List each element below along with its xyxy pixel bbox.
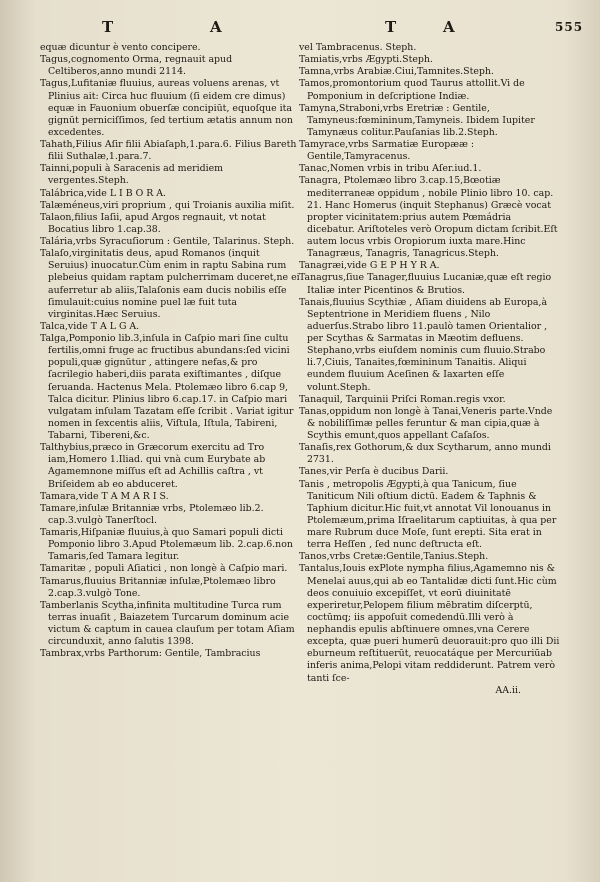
entry: Tanos,vrbs Cretæ:Gentile,Tanius.Steph.: [299, 551, 489, 563]
entry: Tamara,vide T A M A R I S.: [40, 490, 169, 502]
entry: Tamarus,fluuius Britanniæ inſulæ,Ptolemæo libro 2.cap.3.vulgò Tone.: [40, 575, 276, 599]
entry: Tanes,vir Perſa è ducibus Darii.: [299, 466, 449, 478]
entry: equæ dicuntur è vento concipere.: [40, 42, 201, 53]
entry: Tanis , metropolis Ægypti,à qua Tanicum, ſiue Taniticum Nili oſtium dictū. Eadem & Taphnis & Taphium dicitur.Hic fuit,vt annotat Vil lonouanus in Ptolemæum,prima Iſraelitarum captiuitas, à qua per mare Rubrum duce Moſe, ſunt erepti. Sita erat in terra Heſſen , ſed nunc deſtructa eſt.: [299, 478, 557, 551]
right-column: [299, 42, 561, 697]
entry: Talthybius,præco in Græcorum exercitu ad Tro iam,Homero 1.Iliad. qui vnà cum Eurybate ab Agamemnone miſſus eſt ad Achillis caſtra , vt Briſeidem ab eo abduceret.: [40, 442, 266, 490]
entry: Tagus,Lufitaniæ fluuius, aureas voluens arenas, vt Plinius ait: Circa huc fluuium (ſi eidem cre dimus) equæ in Fauonium obuerſæ concipiūt, equoſque ita gignūt perniciſſimos, ſed tertium ætatis annum non excedentes.: [40, 78, 293, 138]
entry: Tanaquil, Tarquinii Priſci Roman.regis vxor.: [299, 393, 506, 405]
entry: Talaſo,virginitatis deus, apud Romanos (inquit Seruius) inuocatur.Cùm enim in raptu Sabina rum plebeius quidam raptam pulcherrimam duceret,ne ei auferretur ab aliis,Talaſonis eam ducis nobilis eſſe ſimulauit:cuius nomine puel læ fuit tuta virginitas.Hæc Seruius.: [40, 248, 300, 320]
entry: Tanagrus,ſiue Tanager,fluuius Lucaniæ,quæ eſt regio Italiæ inter Picentinos & Brutios.: [299, 272, 552, 296]
header-letter-right-2: A: [443, 18, 456, 36]
entry: Tamberlanis Scytha,infinita multitudine Turca rum terras inuaſit , Baiazetem Turcarum dominum acie victum & captum in cauea clauſum per totam Aſiam circunduxit, anno ſalutis 1398.: [40, 599, 295, 648]
entry: Tahath,Filius Aſir filii Abiaſaph,1.para.6. Filius Bareth filii Suthalæ,1.para.7.: [40, 139, 297, 163]
entry: Tamaris,Hiſpaniæ fluuius,à quo Samari populi dicti Pomponio libro 3.Apud Ptolemæum lib. 2.cap.6.non Tamaris,ſed Tamara legitur.: [40, 527, 293, 563]
entry: Talábrica,vide L I B O R A.: [40, 187, 167, 199]
page-number: 555: [555, 20, 584, 34]
entry: Tamna,vrbs Arabiæ.Ciui,Tamnites.Steph.: [299, 66, 494, 78]
entry: Tanagra, Ptolemæo libro 3.cap.15,Bœotiæ mediterraneæ oppidum , nobile Plinio libro 10. cap. 21. Hanc Homerus (inquit Stephanus) Græcè vocat propter vicinitatem:prius autem Pœmádria dicebatur. Ariſtoteles verò Oropum dictam ſcribit.Eſt autem locus vrbis Oropiorum iuxta mare.Hinc Tanagræus, Tanagris, Tanagricus.Steph.: [299, 175, 558, 260]
entry: Tamyrace,vrbs Sarmatiæ Europææ : Gentile,Tamyracenus.: [299, 139, 475, 163]
entry: Tanas,oppidum non longè à Tanai,Veneris parte.Vnde & nobiliſſimæ pelles feruntur & man cipia,quæ à Scythis emunt,quos appellant Caſaſos.: [299, 405, 553, 441]
entry: Tamos,promontorium quod Taurus attollit.Vi de Pomponium in deſcriptione Indiæ.: [299, 78, 525, 102]
entry: Talga,Pomponio lib.3,inſula in Caſpio mari ſine cultu fertilis,omni fruge ac fructibus abundans:ſed vicini populi,quæ gignūtur , attingere nefas,& pro ſacrilegio haberi,diis parata exiſtimantes , diſque ſeruanda. Hactenus Mela. Ptolemæo libro 6.cap 9, Talca dicitur. Plinius libro 6.cap.17. in Caſpio mari vulgatam inſulam Tazatam eſſe ſcribit . Variat igitur nomen in ſexcentis aliis, Viſtula, Iſtula, Tabireni, Tabarni, Tibereni,&c.: [40, 333, 294, 441]
entry: Talaon,filius Iaſii, apud Argos regnauit, vt notat Bocatius libro 1.cap.38.: [40, 211, 266, 235]
entry: Talæméneus,viri proprium , qui Troianis auxilia miſit.: [40, 199, 295, 211]
running-header: [0, 18, 600, 40]
entry: Tainni,populi à Saracenis ad meridiem vergentes.Steph.: [40, 163, 224, 187]
entry: Tamare,inſulæ Britanniæ vrbs, Ptolemæo lib.2. cap.3.vulgò Tanerſtocl.: [40, 502, 264, 526]
entry: Tantalus,Iouis exPlote nympha filius,Agamemno nis & Menelai auus,qui ab eo Tantalidæ dicti ſunt.Hic cùm deos conuiuio excepiſſet, vt eorū diuinitatē experiretur,Pelopem filium mēbratim diſcerptū, coctūmq; iis appoſuit comedendū.Illi verò à nephandis epulis abſtinuere omnes,vna Cerere excepta, quæ pueri humerū deuorauit:pro quo illi Dii eburneum reſtituerūt, reuocatáque per Mercuriūab inferis anima,Pelopi vitam reddiderunt. Patrem verò tanti ſce-: [299, 563, 560, 684]
left-column: [40, 42, 302, 660]
entry: Talca,vide T A L G A.: [40, 320, 140, 332]
entry: Tanais,fluuius Scythiæ , Aſiam diuidens ab Europa,à Septentrione in Meridiem fluens , Nilo aduerſus.Strabo libro 11.paulò tamen Orientalior , per Scythas & Sarmatas in Mæotim defluens. Stephano,vrbs eiuſdem nominis cum fluuio.Strabo li.7,Ciuis, Tanaites,fœmininum Tanaitis. Aliqui eundem fluuium Aceſinen & Iaxarten eſſe volunt.Steph.: [299, 296, 548, 393]
entry: Tanaſis,rex Gothorum,& dux Scytharum, anno mundi 2731.: [299, 442, 551, 466]
entry: Tamaritæ , populi Aſiatici , non longè à Caſpio mari.: [40, 563, 288, 575]
entry: Tanagræi,vide G E P H Y R A.: [299, 260, 440, 272]
entry: Talária,vrbs Syracuſiorum : Gentile, Talarinus. Steph.: [40, 236, 295, 247]
entry: Tamyna,Straboni,vrbs Eretriæ : Gentile, Tamyneus:fœmininum,Tamyneis. Ibidem Iupiter Tamynæus colitur.Pauſanias lib.2.Steph.: [299, 102, 535, 138]
entry: Tanac,Nomen vrbis in tribu Aſer.iud.1.: [299, 163, 482, 175]
header-letter-left-1: T: [102, 18, 115, 36]
header-letter-left-2: A: [210, 18, 223, 36]
header-letter-right-1: T: [385, 18, 398, 36]
entry: Tamiatis,vrbs Ægypti.Steph.: [299, 54, 433, 66]
signature-mark: AA.ii.: [495, 684, 521, 696]
entry: Tambrax,vrbs Parthorum: Gentile, Tambracius: [40, 648, 261, 660]
entry: vel Tambracenus. Steph.: [299, 42, 417, 53]
entry: Tagus,cognomento Orma, regnauit apud Celtiberos,anno mundi 2114.: [40, 54, 233, 78]
